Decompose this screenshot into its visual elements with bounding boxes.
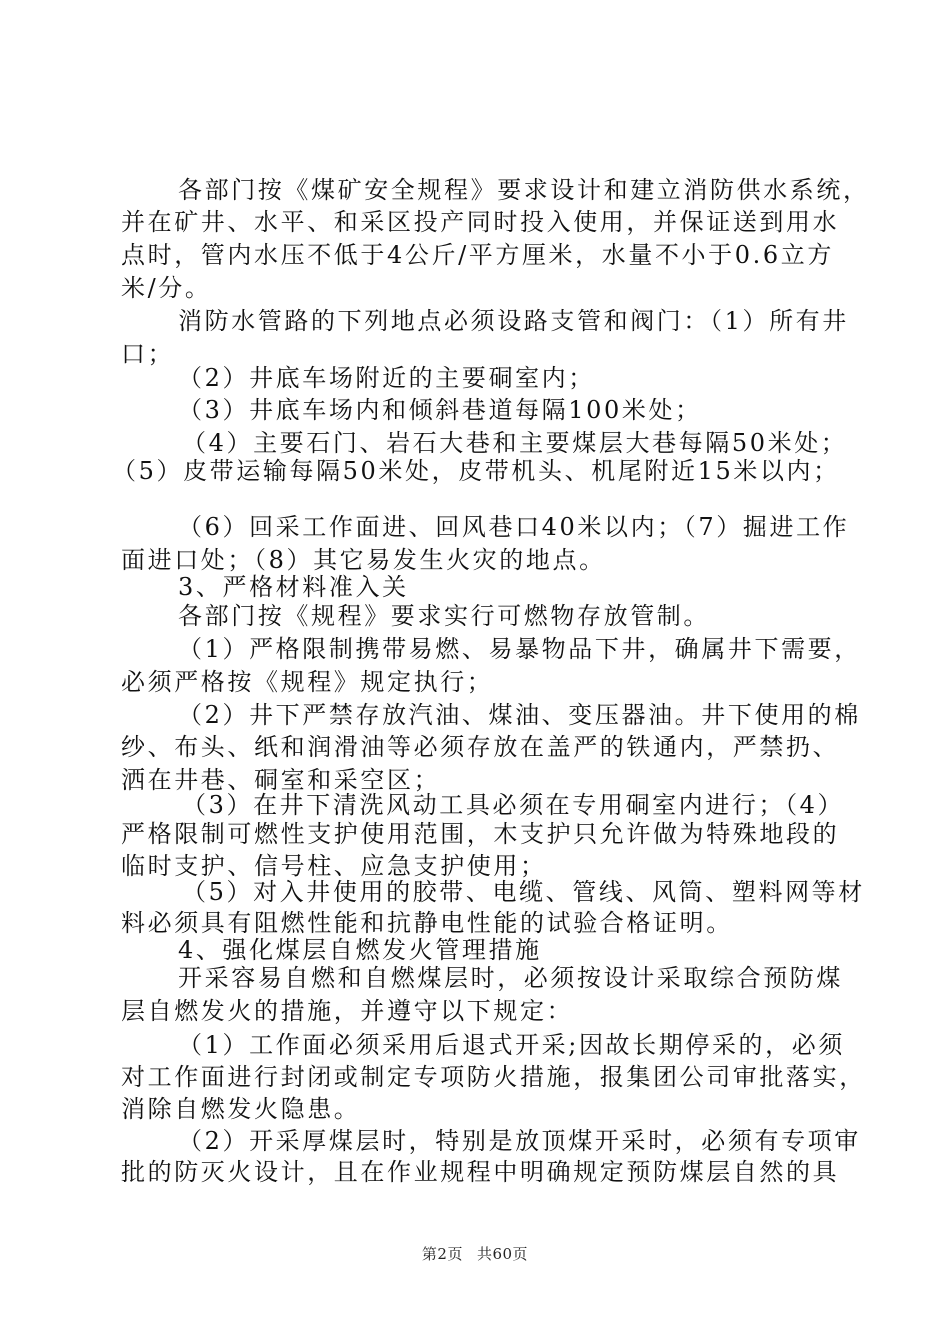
list-item-line: 消除自燃发火隐患。 xyxy=(121,1095,361,1123)
paragraph-line: 并在矿井、水平、和采区投产同时投入使用，并保证送到用水 xyxy=(121,208,840,236)
list-item-line: 必须严格按《规程》规定执行； xyxy=(121,668,494,696)
list-item-line: （2）开采厚煤层时，特别是放顶煤开采时，必须有专项审 xyxy=(178,1127,861,1155)
list-item-line: 对工作面进行封闭或制定专项防火措施，报集团公司审批落实， xyxy=(121,1063,866,1091)
list-item-line: （5）对入井使用的胶带、电缆、管线、风筒、塑料网等材 xyxy=(182,878,865,906)
section-heading: 4、强化煤层自燃发火管理措施 xyxy=(178,936,542,964)
list-item-line: （2）井底车场附近的主要硐室内； xyxy=(178,364,595,392)
paragraph-line: 口； xyxy=(121,340,175,368)
paragraph-line: 层自燃发火的措施，并遵守以下规定： xyxy=(121,997,574,1025)
list-item-line: （5）皮带运输每隔50米处，皮带机头、机尾附近15米以内； xyxy=(112,457,840,485)
list-item-line: 面进口处；（8）其它易发生火灾的地点。 xyxy=(121,546,606,574)
list-item-line: （3）在井下清洗风动工具必须在专用硐室内进行；（4） xyxy=(182,791,845,819)
list-item-line: （1）工作面必须采用后退式开采;因故长期停采的，必须 xyxy=(178,1031,845,1059)
list-item-line: 洒在井巷、硐室和采空区； xyxy=(121,766,441,794)
list-item-line: （1）严格限制携带易燃、易暴物品下井，确属井下需要， xyxy=(178,635,861,663)
section-heading: 3、严格材料准入关 xyxy=(178,573,409,601)
paragraph-line: 各部门按《规程》要求实行可燃物存放管制。 xyxy=(178,602,710,630)
page-number-label: 第2页 xyxy=(421,1245,463,1263)
list-item-line: 料必须具有阻燃性能和抗静电性能的试验合格证明。 xyxy=(121,909,733,937)
list-item-line: 纱、布头、纸和润滑油等必须存放在盖严的铁通内，严禁扔、 xyxy=(121,733,840,761)
paragraph-line: 开采容易自燃和自燃煤层时，必须按设计采取综合预防煤 xyxy=(178,964,843,992)
list-item-line: 批的防灭火设计，且在作业规程中明确规定预防煤层自然的具 xyxy=(121,1158,840,1186)
list-item-line: 临时支护、信号柱、应急支护使用； xyxy=(121,852,547,880)
paragraph-line: 点时，管内水压不低于4公斤/平方厘米，水量不小于0.6立方 xyxy=(121,241,834,269)
page-total-label: 共60页 xyxy=(476,1245,529,1263)
paragraph-line: 各部门按《煤矿安全规程》要求设计和建立消防供水系统， xyxy=(178,176,870,204)
list-item-line: （2）井下严禁存放汽油、煤油、变压器油。井下使用的棉 xyxy=(178,701,861,729)
list-item-line: （4）主要石门、岩石大巷和主要煤层大巷每隔50米处； xyxy=(182,429,848,457)
list-item-line: （3）井底车场内和倾斜巷道每隔100米处； xyxy=(178,396,702,424)
paragraph-line: 米/分。 xyxy=(121,274,212,302)
paragraph-line: 消防水管路的下列地点必须设路支管和阀门：（1）所有井 xyxy=(178,307,849,335)
list-item-line: 严格限制可燃性支护使用范围，木支护只允许做为特殊地段的 xyxy=(121,820,840,848)
page-footer xyxy=(0,1244,950,1264)
list-item-line: （6）回采工作面进、回风巷口40米以内；（7）掘进工作 xyxy=(178,513,850,541)
